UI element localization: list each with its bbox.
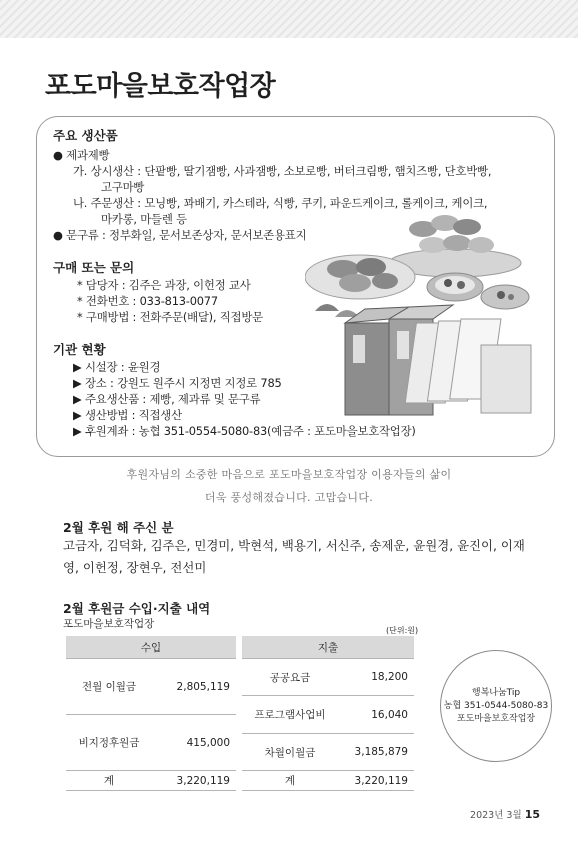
expense-table [242,636,414,791]
expense-total-label: 계 [242,771,338,791]
table-row [242,659,414,696]
table-row [66,659,236,715]
status-line: ▶ 생산방법 : 직접생산 [73,408,182,422]
tip-circle [440,650,552,762]
macaron-stack [409,215,494,253]
donors-heading: 2월 후원 해 주신 분 [63,520,174,535]
expense-label: 공공요금 [242,659,338,696]
product-line: 가. 상시생산 : 단팥빵, 딸기잼빵, 사과잼빵, 소보로빵, 버터크림빵, 햄치즈빵, 단호박빵, [73,164,492,178]
expense-header: 지출 [242,636,414,659]
income-label: 비지정후원금 [66,715,152,771]
page-number: 15 [524,808,540,821]
ledger-org: 포도마을보호작업장 [63,618,155,630]
products-heading: 주요 생산품 [53,128,118,143]
contact-line: * 전화번호 : 033-813-0077 [77,294,218,308]
income-total: 3,220,119 [152,771,236,791]
folders [405,319,531,413]
table-row [242,696,414,734]
expense-label: 차월이월금 [242,734,338,771]
contact-line: * 구매방법 : 전화주문(배달), 직접방문 [77,310,263,324]
expense-total: 3,220,119 [338,771,414,791]
footer-date: 2023년 3월 [470,810,522,821]
status-line: ▶ 장소 : 강원도 원주시 지정면 지정로 785 [73,376,282,390]
income-label: 전월 이월금 [66,659,152,715]
status-line: ▶ 주요생산품 : 제빵, 제과류 및 문구류 [73,392,261,406]
tip-account: 농협 351-0544-5080-83 [443,700,549,711]
thanks-line-1: 후원자님의 소중한 마음으로 포도마을보호작업장 이용자들의 삶이 [126,468,452,481]
status-line: ▶ 후원계좌 : 농협 351-0554-5080-83(예금주 : 포도마을보호작업장) [73,424,416,438]
table-row [66,715,236,771]
contact-heading: 구매 또는 문의 [53,260,135,275]
product-photo [305,205,535,420]
status-heading: 기관 현황 [53,342,106,357]
page-title: 포도마을보호작업장 [45,71,276,102]
contact-line: * 담당자 : 김주은 과장, 이헌정 교사 [77,278,251,292]
donors-list: 고금자, 김덕화, 김주은, 민경미, 박현석, 백용기, 서신주, 송제운, 윤원경, 윤진이, 이재영, 이헌정, 장현우, 전선미 [63,538,525,575]
thanks-line-2: 더욱 풍성해졌습니다. 고맙습니다. [204,491,374,504]
page-footer [470,807,540,821]
table-row [66,771,236,791]
product-line: 마카롱, 마들렌 등 [101,212,187,226]
table-row [242,771,414,791]
header-band [0,0,578,38]
product-line: 나. 주문생산 : 모닝빵, 꽈배기, 카스테라, 식빵, 쿠키, 파운드케이크, 롤케이크, 케이크, [73,196,488,210]
income-total-label: 계 [66,771,152,791]
product-category: ● 문구류 : 정부화일, 문서보존상자, 문서보존용표지 [53,228,307,242]
income-amount: 415,000 [152,715,236,771]
table-row [242,734,414,771]
ledger-heading: 2월 후원금 수입·지출 내역 [63,601,211,616]
income-table [66,636,236,791]
tip-holder: 포도마을보호작업장 [456,713,536,724]
product-line: 고구마빵 [101,180,145,194]
tip-title: 행복나눔Tip [471,687,521,698]
income-header: 수입 [66,636,236,659]
ledger-unit: (단위:원) [386,626,419,635]
product-category: ● 제과제빵 [53,148,110,162]
income-amount: 2,805,119 [152,659,236,715]
expense-amount: 16,040 [338,696,414,734]
expense-amount: 3,185,879 [338,734,414,771]
expense-amount: 18,200 [338,659,414,696]
expense-label: 프로그램사업비 [242,696,338,734]
status-line: ▶ 시설장 : 윤원경 [73,360,161,374]
